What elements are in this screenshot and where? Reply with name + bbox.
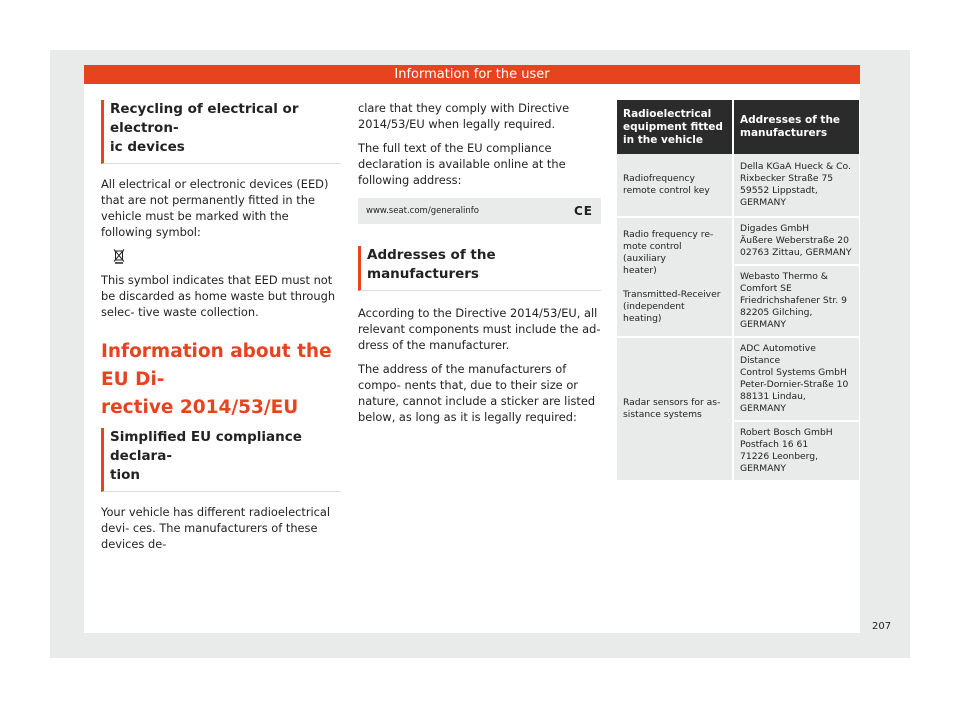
simplified-text: Your vehicle has different radioelectrical devi- ces. The manufacturers of these devices de- (101, 505, 331, 551)
address-cell: Webasto Thermo & Comfort SE Friedrichshafener Str. 9 82205 Gilching, GERMANY (734, 266, 859, 338)
eu-directive-heading: Information about the EU Di- rective 2014/53/EU (101, 341, 332, 418)
ce-mark-icon: CE (573, 204, 593, 218)
address-cell: Della KGaA Hueck & Co. Rixbecker Straße 75 59552 Lippstadt, GERMANY (734, 154, 859, 218)
directive-text: According to the Directive 2014/53/EU, all relevant components must include the ad- dress of the manufacturer. (358, 306, 601, 352)
table-row (617, 154, 859, 218)
addresses-heading: Addresses of the manufacturers (358, 246, 601, 291)
table-header-row (617, 100, 859, 154)
addresses-text: The address of the manufacturers of compo- nents that, due to their size or nature, cannot include a sticker are listed below, as long as it is legally required: (358, 362, 596, 424)
equipment-cell: Radio frequency re- mote control (auxiliary heater) Transmitted-Receiver (independent heating) (617, 218, 734, 338)
table-row (617, 338, 859, 422)
page-number: 207 (872, 621, 892, 632)
manufacturers-table (617, 100, 859, 482)
symbol-text: This symbol indicates that EED must not be discarded as home waste but through selec- tive waste collection. (101, 273, 336, 319)
recycling-heading: Recycling of electrical or electron- ic devices (101, 100, 341, 164)
full-text-info: The full text of the EU compliance declaration is available online at the following address: (358, 141, 566, 187)
equipment-cell: Radiofrequency remote control key (617, 154, 734, 218)
equipment-cell: Radar sensors for as- sistance systems (617, 338, 734, 482)
address-cell: Robert Bosch GmbH Postfach 16 61 71226 Leonberg, GERMANY (734, 422, 859, 482)
address-cell: Digades GmbH Äußere Weberstraße 20 02763 Zittau, GERMANY (734, 218, 859, 266)
simplified-declaration-heading: Simplified EU compliance declara- tion (101, 428, 341, 492)
general-info-link[interactable]: www.seat.com/generalinfo (366, 206, 479, 216)
equipment-column-header: Radioelectrical equipment fitted in the vehicle (617, 100, 734, 154)
recycling-text: All electrical or electronic devices (EED) that are not permanently fitted in the vehicle must be marked with the following symbol: (101, 177, 329, 239)
address-cell: ADC Automotive Distance Control Systems GmbH Peter-Dornier-Straße 10 88131 Lindau, GERMANY (734, 338, 859, 422)
column-middle (358, 100, 601, 433)
declaration-text: clare that they comply with Directive 2014/53/EU when legally required. (358, 101, 570, 131)
url-box (358, 198, 601, 224)
address-column-header: Addresses of the manufacturers (734, 100, 859, 154)
page-header: Information for the user (84, 65, 860, 84)
table-row (617, 218, 859, 266)
column-left (101, 100, 341, 560)
crossed-out-wheelie-bin-icon (113, 248, 341, 264)
